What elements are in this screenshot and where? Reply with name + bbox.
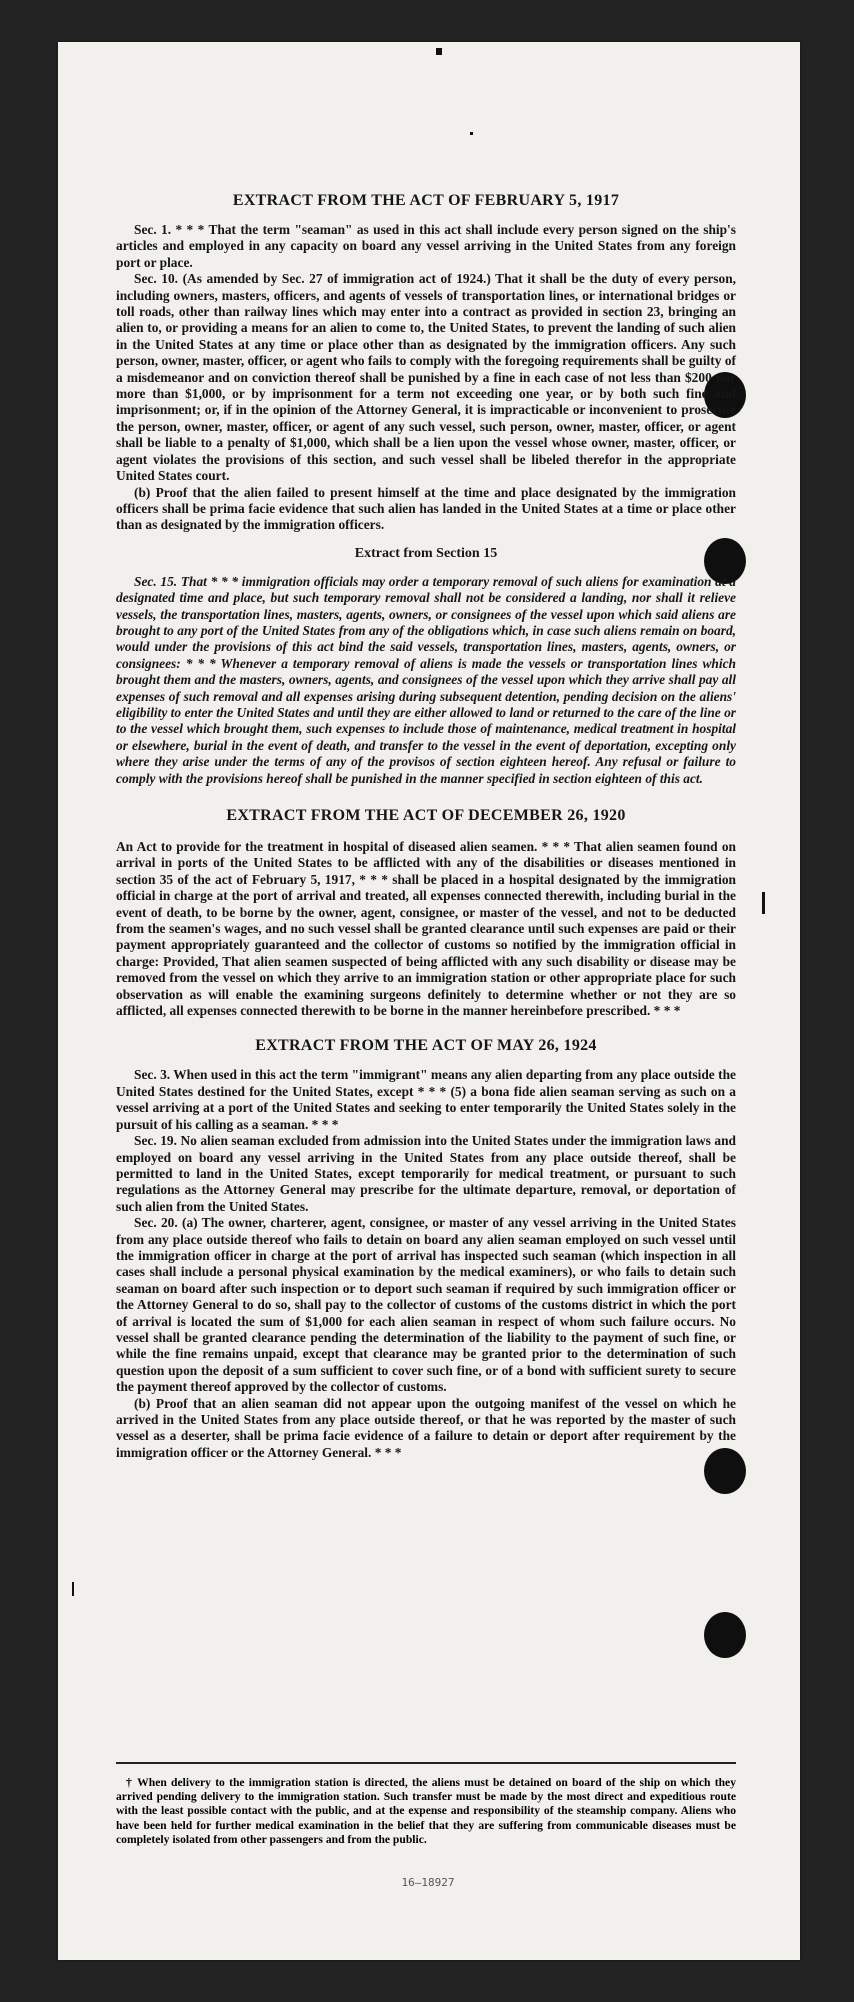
act-1920-section	[116, 807, 736, 1019]
act-1917-sec10: Sec. 10. (As amended by Sec. 27 of immigration act of 1924.) That it shall be the duty of every person, including owners, masters, officers, and agents of vessels of transportation lines, or international bridges or toll roads, other than railway lines which may enter into a contract as provided in section 23, bringing an alien to, or providing a means for an alien to come to, the United States, to prevent the landing of such alien in the United States at any time or place other than as designated by the immigration officers. Any such person, owner, master, officer, or agent who fails to comply with the foregoing requirements shall be guilty of a misdemeanor and on conviction thereof shall be punished by a fine in each case of not less than $200 nor more than $1,000, or by imprisonment for a term not exceeding one year, or by both such fine and imprisonment; or, if in the opinion of the Attorney General, it is impracticable or inconvenient to prosecute the person, owner, master, officer, or agent of any such vessel, such person, owner, master, officer, or agent shall be liable to a penalty of $1,000, which shall be a lien upon the vessel whose owner, master, officer, or agent violates the provisions of this section, and such vessel shall be libeled therefor in the appropriate United States court.	[116, 271, 736, 484]
act-1920-heading: EXTRACT FROM THE ACT OF DECEMBER 26, 1920	[226, 807, 626, 824]
act-1917-section	[116, 192, 736, 534]
act-1924-sec20a: Sec. 20. (a) The owner, charterer, agent, consignee, or master of any vessel arriving in the United States from any place outside thereof who fails to detain on board any alien seaman employed on such vessel until the immigration officer in charge at the port of arrival has inspected such seaman (which inspection in all cases shall include a personal physical examination by the medical examiners), or who fails to detain such seaman on board after such inspection or to deport such seaman if required by such immigration officer or the Attorney General to do so, shall pay to the collector of customs of the customs district in which the port of arrival is located the sum of $1,000 for each alien seaman in respect of whom such failure occurs. No vessel shall be granted clearance pending the determination of the liability to the payment of such fine, or while the fine remains unpaid, except that clearance may be granted prior to the determination of such question upon the deposit of a sum sufficient to cover such fine, or of a bond with sufficient surety to secure the payment thereof approved by the collector of customs.	[116, 1215, 736, 1395]
act-1917-sec1: Sec. 1. * * * That the term "seaman" as used in this act shall include every person signed on the ship's articles and employed in any capacity on board any vessel arriving in the United States from any foreign port or place.	[116, 222, 736, 270]
act-1924-sec19: Sec. 19. No alien seaman excluded from admission into the United States under the immigration laws and employed on board any vessel arriving in the United States from any place outside thereof, shall be permitted to land in the United States, except temporarily for medical treatment, or pursuant to such regulations as the Attorney General may prescribe for the ultimate departure, removal, or deportation of such alien from the United States.	[116, 1133, 736, 1214]
act-1924-sec3: Sec. 3. When used in this act the term "immigrant" means any alien departing from any place outside the United States destined for the United States, except * * * (5) a bona fide alien seaman serving as such on a vessel arriving at a port of the United States and seeking to enter temporarily the United States solely in the pursuit of his calling as a seaman. * * *	[116, 1067, 736, 1132]
act-1924-heading: EXTRACT FROM THE ACT OF MAY 26, 1924	[255, 1037, 597, 1055]
section-15-heading: Extract from Section 15	[354, 545, 498, 561]
act-1920-text: An Act to provide for the treatment in hospital of diseased alien seamen. * * * That alien seamen found on arrival in ports of the United States to be afflicted with any of the disabilities or diseases mentioned in section 35 of the act of February 5, 1917, * * * shall be placed in a hospital designated by the immigration official in charge at the port of arrival and treated, all expenses connected therewith, including burial in the event of death, to be borne by the owner, agent, consignee, or master of the vessel, and not to be deducted from the seamen's wages, and no such vessel shall be granted clearance until such expenses are paid or their payment appropriately guaranteed and the collector of customs so notified by the immigration official in charge: Provided, That alien seamen suspected of being afflicted with any such disability or disease may be removed from the vessel on which they arrive to an immigration station or other appropriate place for such observation as will enable the examining surgeons definitely to determine whether or not they are so afflicted, all expenses connected therewith to be borne in the manner hereinbefore prescribed. * * *	[116, 839, 736, 1019]
ink-speck	[72, 1582, 74, 1596]
act-1924-sec20b: (b) Proof that an alien seaman did not appear upon the outgoing manifest of the vessel on which he arrived in the United States from any place outside thereof, or that he was reported by the master of such vessel as a deserter, shall be prima facie evidence of a failure to detain or deport after requirement by the immigration officer or the Attorney General. * * *	[116, 1395, 736, 1460]
act-1924-section	[116, 1037, 736, 1461]
punch-hole	[704, 1612, 746, 1658]
act-1917-heading: EXTRACT FROM THE ACT OF FEBRUARY 5, 1917	[232, 192, 620, 209]
document-body	[116, 192, 736, 1461]
footnote-text: † When delivery to the immigration station is directed, the aliens must be detained on board of the ship on which they arrived pending delivery to the immigration station. Such transfer must be made by the most direct and expeditious route with the least possible contact with the public, and at the expense and responsibility of the steamship company. Aliens who have been held for further medical examination in the belief that they are suffering from communicable diseases must be completely isolated from other passengers and from the public.	[116, 1776, 736, 1846]
ink-speck	[470, 132, 473, 135]
section-15-text: Sec. 15. That * * * immigration officials may order a temporary removal of such aliens for examination at a designated time and place, but such temporary removal shall not be considered a landing, nor shall it relieve vessels, the transportation lines, masters, agents, owners, or consignees of the vessel upon which said aliens are brought to any port of the United States from any of the obligations which, in case such aliens remain on board, would under the provisions of this act bind the said vessels, transportation lines, masters, agents, owners, or consignees: * * * Whenever a temporary removal of aliens is made the vessels or transportation lines which brought them and the masters, owners, agents, and consignees of the vessel upon which they arrive shall pay all expenses of such removal and all expenses arising during subsequent detention, pending decision on the aliens' eligibility to enter the United States and until they are either allowed to land or returned to the care of the line or to the vessel which brought them, such expenses to include those of maintenance, medical treatment in hospital or elsewhere, burial in the event of death, and transfer to the vessel in the event of deportation, excepting only where they arise under the terms of any of the provisos of section eighteen hereof. Any refusal or failure to comply with the provisions hereof shall be punished in the manner specified in section eighteen of this act.	[116, 573, 736, 786]
document-page	[58, 42, 800, 1960]
ink-speck	[436, 48, 442, 55]
act-1917-sec10b: (b) Proof that the alien failed to present himself at the time and place designated by the immigration officers shall be prima facie evidence that such alien has landed in the United States at a time or place other than as designated by the immigration officers.	[116, 484, 736, 533]
section-15-extract	[116, 546, 736, 787]
footnote-divider	[116, 1762, 736, 1764]
footnote	[116, 1776, 736, 1847]
ink-speck	[762, 892, 765, 914]
print-code: 16—18927	[401, 1876, 455, 1889]
